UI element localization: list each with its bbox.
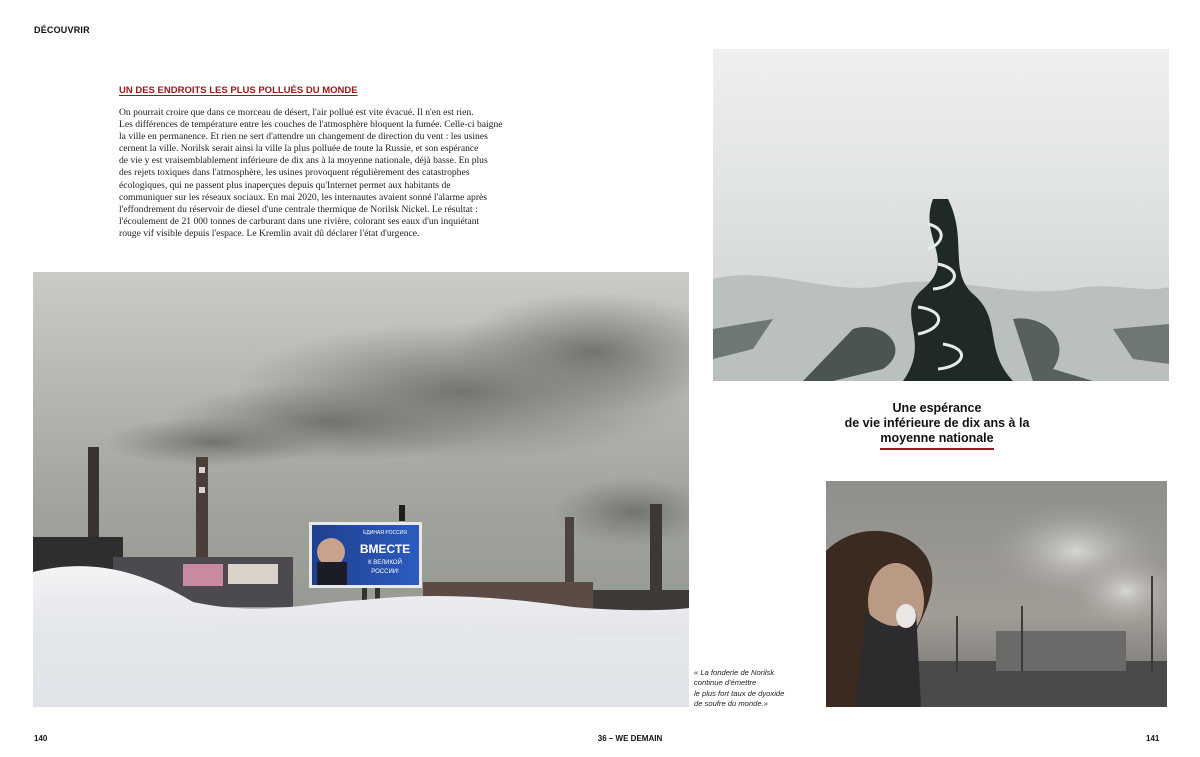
caption-line: le plus fort taux de dyoxide (694, 688, 785, 698)
photo-caption (694, 668, 824, 710)
smokestacks-image (33, 272, 689, 707)
billboard-line2: К ВЕЛИКОЙ (368, 560, 402, 566)
page-number-left: 140 (34, 734, 48, 743)
caption-line: de soufre du monde.» (694, 699, 768, 709)
body-line: l'effondrement du réservoir de diesel d'une centrale thermique de Norilsk Nickel. Le résultat : (119, 203, 478, 215)
billboard-line1: ВМЕСТЕ (359, 542, 411, 556)
body-line: cernent la ville. Norilsk serait ainsi la ville la plus polluée de toute la Russie, et son espérance (119, 143, 479, 155)
billboard-line3: РОССИИ! (371, 569, 399, 575)
pull-quote-line-underlined: moyenne nationale (880, 431, 993, 450)
pull-quote-line: de vie inférieure de dix ans à la (844, 416, 1030, 430)
body-line: Les différences de température entre les couches de l'atmosphère bloquent la fumée. Celle-ci baigne (119, 119, 503, 131)
page-number-right: 141 (1146, 734, 1160, 743)
portrait-photo (826, 481, 1167, 707)
body-line: rouge vif visible depuis l'espace. Le Kremlin avait dû déclarer l'état d'urgence. (119, 227, 420, 239)
billboard-top-text: ЕДИНАЯ РОССИЯ (363, 530, 407, 536)
body-line: écologiques, qui ne passent plus inaperçues depuis qu'Internet permet aux habitants de (119, 179, 451, 191)
aerial-river-photo (713, 49, 1169, 381)
body-line: la ville en permanence. Et rien ne sert d'attendre un changement de direction du vent : les usines (119, 131, 488, 143)
body-line: de vie y est vraisemblablement inférieure de dix ans à la moyenne nationale, déjà basse. En plus (119, 155, 488, 167)
caption-line: « La fonderie de Norilsk (694, 668, 775, 677)
magazine-folio: 36 – WE DEMAIN (597, 734, 663, 743)
body-line: l'écoulement de 21 000 tonnes de carburant dans une rivière, colorant ses eaux d'un inquiétant (119, 215, 480, 227)
aerial-river-image (713, 49, 1169, 381)
article-body (119, 107, 524, 240)
pull-quote-line: Une espérance (892, 401, 982, 415)
caption-line: continue d'émettre (694, 678, 757, 688)
smokestacks-photo (33, 272, 689, 707)
section-label: DÉCOUVRIR (34, 25, 90, 35)
body-line: communiquer sur les réseaux sociaux. En mai 2020, les internautes avaient sonné l'alarme après (119, 191, 488, 203)
body-line: des rejets toxiques dans l'atmosphère, les usines provoquent régulièrement des catastrophes (119, 167, 470, 179)
pull-quote (832, 401, 1042, 450)
article-subheading: UN DES ENDROITS LES PLUS POLLUÉS DU MONDE (119, 85, 358, 96)
body-line: On pourrait croire que dans ce morceau de désert, l'air pollué est vite évacué. Il n'en est rien. (119, 107, 474, 118)
portrait-image (826, 481, 1167, 707)
